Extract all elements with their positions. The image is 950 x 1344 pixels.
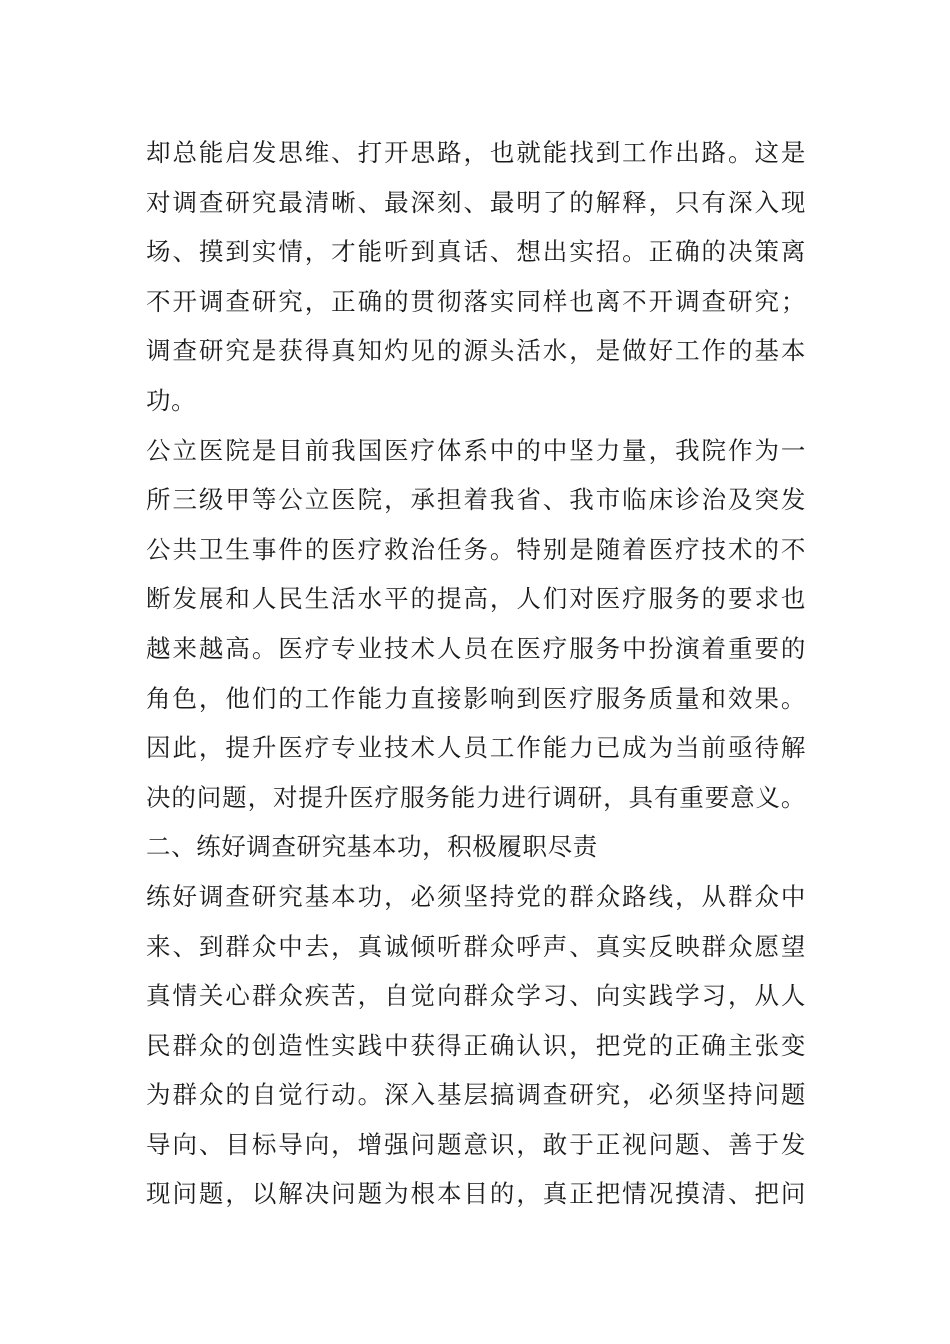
paragraph-line: 越来越高。医疗专业技术人员在医疗服务中扮演着重要的 (146, 633, 806, 663)
paragraph-line: 不开调查研究，正确的贯彻落实同样也离不开调查研究； (146, 286, 806, 316)
paragraph-line: 场、摸到实情，才能听到真话、想出实招。正确的决策离 (146, 237, 806, 267)
paragraph-line: 所三级甲等公立医院，承担着我省、我市临床诊治及突发 (146, 485, 806, 515)
paragraph-line: 现问题，以解决问题为根本目的，真正把情况摸清、把问 (146, 1179, 806, 1209)
section-heading: 二、练好调查研究基本功，积极履职尽责 (146, 832, 598, 862)
paragraph-line: 真情关心群众疾苦，自觉向群众学习、向实践学习，从人 (146, 981, 806, 1011)
paragraph-line: 来、到群众中去，真诚倾听群众呼声、真实反映群众愿望 (146, 931, 806, 961)
paragraph-line: 导向、目标导向，增强问题意识，敢于正视问题、善于发 (146, 1129, 806, 1159)
paragraph-line: 对调查研究最清晰、最深刻、最明了的解释，只有深入现 (146, 187, 806, 217)
paragraph-line: 因此，提升医疗专业技术人员工作能力已成为当前亟待解 (146, 733, 806, 763)
paragraph-line: 为群众的自觉行动。深入基层搞调查研究，必须坚持问题 (146, 1080, 806, 1110)
paragraph-line: 角色，他们的工作能力直接影响到医疗服务质量和效果。 (146, 683, 806, 713)
paragraph-line: 民群众的创造性实践中获得正确认识，把党的正确主张变 (146, 1030, 806, 1060)
paragraph-line: 决的问题，对提升医疗服务能力进行调研，具有重要意义。 (146, 782, 806, 812)
paragraph-line: 公立医院是目前我国医疗体系中的中坚力量，我院作为一 (146, 435, 806, 465)
paragraph-line: 断发展和人民生活水平的提高，人们对医疗服务的要求也 (146, 584, 806, 614)
paragraph-line: 公共卫生事件的医疗救治任务。特别是随着医疗技术的不 (146, 534, 806, 564)
paragraph-line: 功。 (146, 385, 197, 415)
paragraph-line: 却总能启发思维、打开思路，也就能找到工作出路。这是 (146, 138, 806, 167)
paragraph-line: 调查研究是获得真知灼见的源头活水，是做好工作的基本 (146, 336, 806, 366)
body-text (146, 128, 806, 1219)
paragraph-line: 练好调查研究基本功，必须坚持党的群众路线，从群众中 (146, 881, 806, 911)
